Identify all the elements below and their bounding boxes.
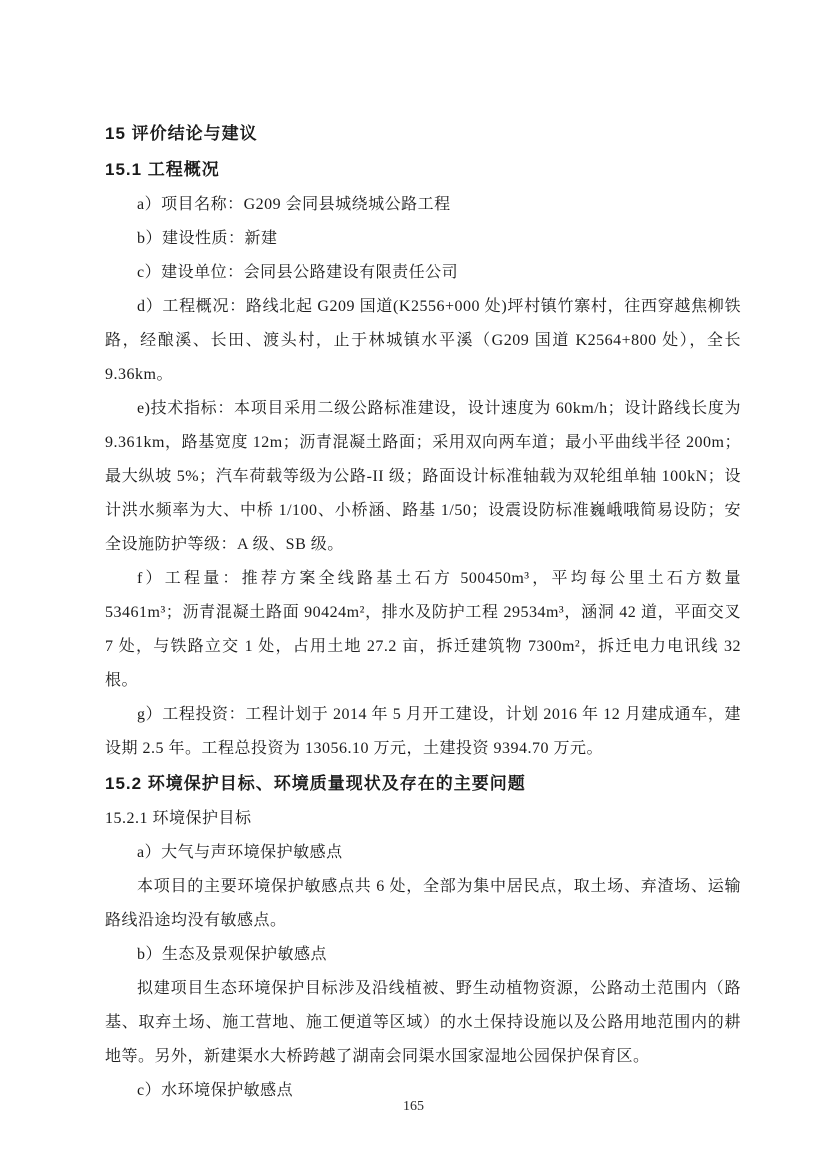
- item-b-ecology-landscape-sensitive-points: b）生态及景观保护敏感点: [137, 946, 328, 963]
- paragraph-d-project-overview: d）工程概况：路线北起 G209 国道(K2556+000 处)坪村镇竹寨村，往西穿越焦柳铁路，经酿溪、长田、渡头村，止于林城镇水平溪（G209 国道 K2564+800 处），全长 9.36km。: [105, 298, 741, 383]
- paragraph-f-engineering-quantity: f）工程量：推荐方案全线路基土石方 500450m³，平均每公里土石方数量 53461m³；沥青混凝土路面 90424m²，排水及防护工程 29534m³，涵洞 42 道，平面交叉 7 处，与铁路立交 1 处，占用土地 27.2 亩，拆迁建筑物 7300m²，拆迁电力电讯线 32 根。: [105, 570, 741, 689]
- paragraph-sensitive-points-detail: 本项目的主要环境保护敏感点共 6 处，全部为集中居民点，取土场、弃渣场、运输路线沿途均没有敏感点。: [105, 878, 741, 929]
- paragraph-e-technical-indicators: e)技术指标：本项目采用二级公路标准建设，设计速度为 60km/h；设计路线长度为 9.361km，路基宽度 12m；沥青混凝土路面；采用双向两车道；最小平曲线半径 200m；最大纵坡 5%；汽车荷载等级为公路-II 级；路面设计标准轴载为双轮组单轴 100kN；设计洪水频率为大、中桥 1/100、小桥涵、路基 1/50；设震设防标准巍峨哦简易设防；安全设施防护等级：A 级、SB 级。: [105, 400, 741, 553]
- paragraph-ecology-detail: 拟建项目生态环境保护目标涉及沿线植被、野生动植物资源，公路动土范围内（路基、取弃土场、施工营地、施工便道等区域）的水土保持设施以及公路用地范围内的耕地等。另外，新建渠水大桥跨越了湖南会同渠水国家湿地公园保护保育区。: [105, 980, 741, 1065]
- chapter-heading: 15 评价结论与建议: [105, 124, 258, 143]
- section-heading-15-2: 15.2 环境保护目标、环境质量现状及存在的主要问题: [105, 774, 526, 793]
- item-a-air-noise-sensitive-points: a）大气与声环境保护敏感点: [137, 844, 343, 861]
- section-heading-15-1: 15.1 工程概况: [105, 160, 220, 179]
- item-a-project-name: a）项目名称：G209 会同县城绕城公路工程: [137, 196, 451, 213]
- paragraph-g-project-investment: g）工程投资：工程计划于 2014 年 5 月开工建设，计划 2016 年 12 月建成通车，建设期 2.5 年。工程总投资为 13056.10 万元，土建投资 9394.70 万元。: [105, 706, 741, 757]
- item-c-water-environment-sensitive-points: c）水环境保护敏感点: [137, 1082, 294, 1099]
- subsection-heading-15-2-1: 15.2.1 环境保护目标: [105, 810, 252, 827]
- page-number: 165: [403, 1099, 424, 1114]
- item-b-construction-nature: b）建设性质：新建: [137, 230, 278, 247]
- item-c-construction-unit: c）建设单位：会同县公路建设有限责任公司: [137, 264, 459, 281]
